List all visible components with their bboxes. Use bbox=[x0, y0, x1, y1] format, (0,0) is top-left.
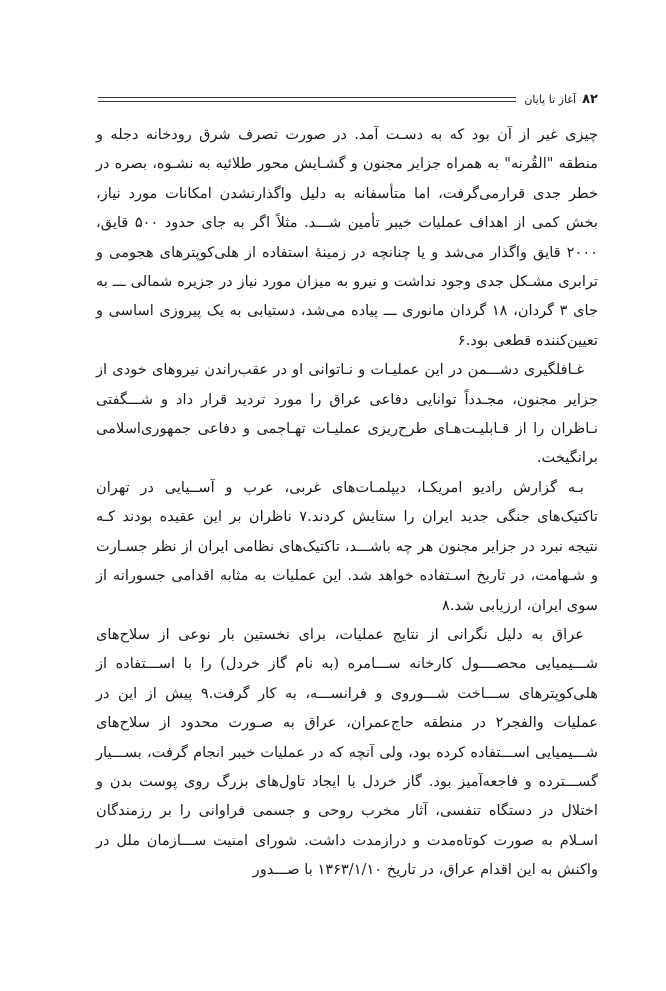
paragraph: بـه گزارش رادیو امریکـا، دیپلمـات‌های غربی، عرب و آســیایی در تهران تاکتیک‌های جنگی جدید ایران را ستایش کردند.۷ ناظران بر این عقیده بودند کـه نتیجه نبرد در جزایر مجنون هر چه باشـــد، تاکتیک‌های نظامی ایران از نظر جسـارت و شـهامت، در تاریخ اسـتفاده خواهد شد. این عملیات به مثابه اقدامی جسورانه از سوی ایران، ارزیابی شد.۸ bbox=[96, 478, 598, 614]
paragraph: عراق به دلیل نگرانی از نتایج عملیات، برای نخستین بار نوعی از سلاح‌های شـــیمیایی محصــــول کارخانه ســـامره (به نام گاز خردل) را با اســـتفاده از هلی‌کوپترهای ســـاخت شـــوروی و فرانســـه، به کار گرفت.۹ پیش از این در عملیات والفجر۲ در منطقه حاج‌عمران، عراق به صـورت محدود از سلاح‌های شـــیمیایی اســـتفاده کرده بود، ولی آنچه که در عملیات خیبر انجام گرفت، بســـیار گســـترده و فاجعه‌آمیز بود. گاز خردل با ایجاد تاول‌های بزرگ روی پوست بدن و اختلال در دستگاه تنفسی، آثار مخرب روحی و جسمی فراوانی را بر رزمندگان اسـلام به صورت کوتاه‌مدت و درازمدت داشت. شورای امنیت ســـازمان ملل در واکنش به این اقدام عراق، در تاریخ ۱۳۶۳/۱/۱۰ با صـــدور bbox=[96, 625, 599, 879]
header-rule bbox=[98, 97, 516, 102]
running-title: آغاز تا پایان bbox=[524, 92, 577, 106]
page-number: ۸۲ bbox=[582, 91, 598, 107]
paragraph: غـافلگیری دشـــمن در این عملیـات و نـاتوانی او در عقب‌راندن نیروهای خودی از جزایر مجنون، مجـدداً توانایی دفاعی عراق را مورد تردید قرار داد و شـــگفتی نـاظران را از قـابلیـت‌هـای طرح‌ریزی عملیـات تهـاجمی و دفاعی جمهوری‌اسلامی برانگیخت. bbox=[96, 361, 598, 467]
paragraph: چیزی غیر از آن بود که به دسـت آمد. در صورت تصرف شرق رودخانه دجله و منطقه "القُرنه" به همراه جزایر مجنون و گشـایش محور طلائیه به نشـوه، بصره در خطر جدی قرارمی‌گرفت، اما متأسفانه به دلیل واگذارنشدن امکانات مورد نیاز، بخش کمی از اهداف عملیات خیبر تأمین شـــد. مثلاً اگر به جای حدود ۵۰۰ قایق، ۲۰۰۰ قایق واگذار می‌شد و یا چنانچه در زمینهٔ استفاده از هلی‌کوپترهای هجومی و ترابری مشـکل جدی وجود نداشت و نیرو به میزان مورد نیاز در جزیره شمالی ـــ به جای ۳ گردان، ۱۸ گردان مانوری ـــ پیاده می‌شد، دستیابی به یک پیروزی اساسی و تعیین‌کننده قطعی بود.۶ bbox=[96, 126, 598, 349]
body-text bbox=[96, 120, 598, 885]
running-header bbox=[98, 88, 598, 110]
